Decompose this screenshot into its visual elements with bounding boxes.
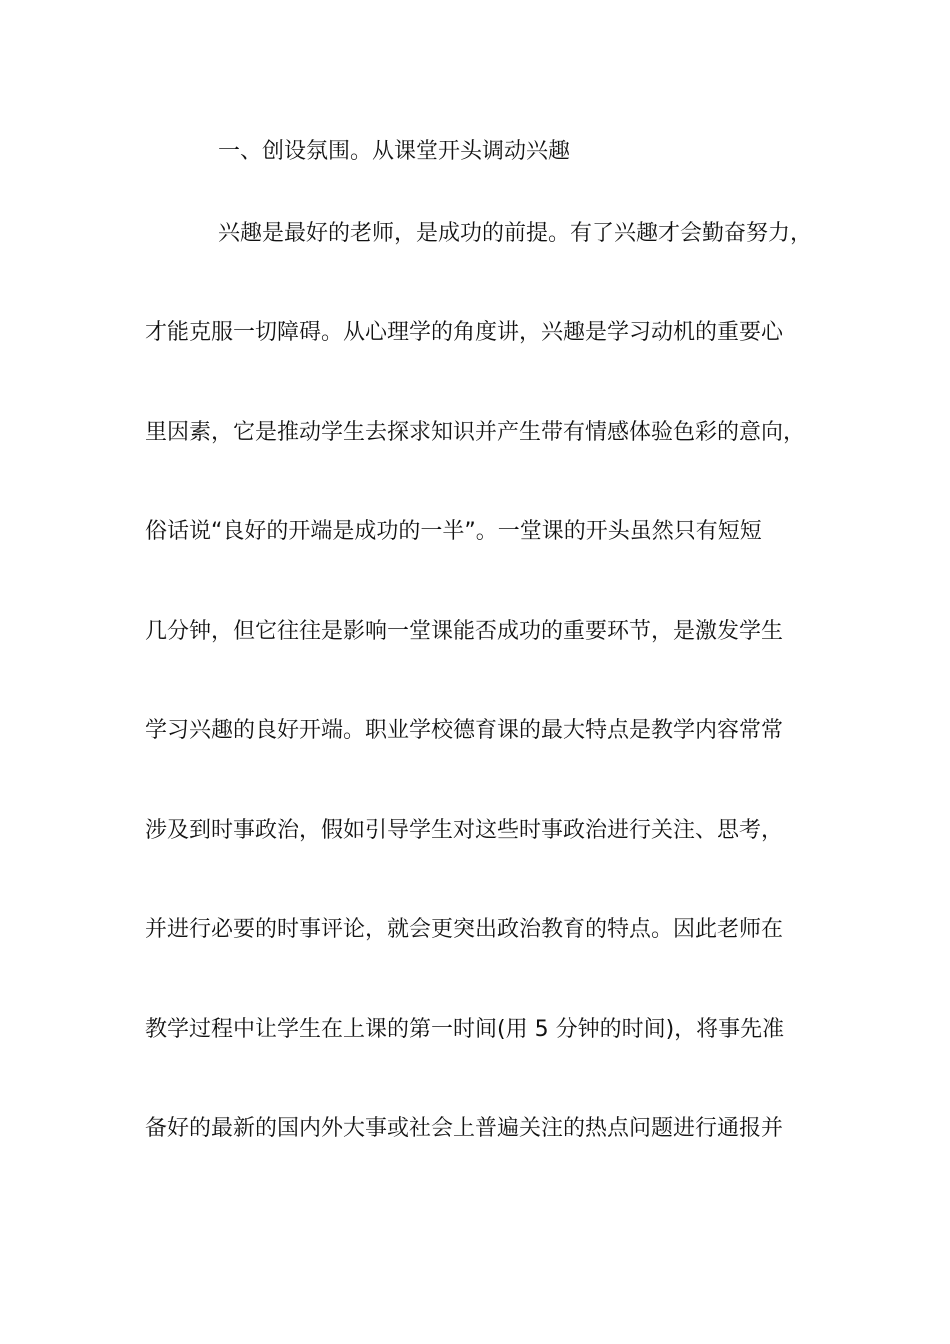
paragraph-line: 几分钟，但它往往是影响一堂课能否成功的重要环节，是激发学生	[145, 619, 784, 644]
paragraph-line: 教学过程中让学生在上课的第一时间(用 5 分钟的时间)，将事先准	[145, 1017, 785, 1042]
paragraph-line: 学习兴趣的良好开端。职业学校德育课的最大特点是教学内容常常	[145, 718, 784, 743]
paragraph-line: 俗话说“良好的开端是成功的一半”。一堂课的开头虽然只有短短	[145, 519, 762, 544]
paragraph-line: 并进行必要的时事评论，就会更突出政治教育的特点。因此老师在	[145, 917, 784, 942]
paragraph-line: 备好的最新的国内外大事或社会上普遍关注的热点问题进行通报并	[145, 1116, 784, 1141]
section-heading: 一、创设氛围。从课堂开头调动兴趣	[218, 139, 571, 164]
paragraph-line: 兴趣是最好的老师，是成功的前提。有了兴趣才会勤奋努力，	[218, 221, 813, 246]
paragraph-line: 才能克服一切障碍。从心理学的角度讲，兴趣是学习动机的重要心	[145, 320, 784, 345]
paragraph-line: 涉及到时事政治，假如引导学生对这些时事政治进行关注、思考，	[145, 818, 784, 843]
paragraph-line: 里因素，它是推动学生去探求知识并产生带有情感体验色彩的意向，	[145, 420, 806, 445]
